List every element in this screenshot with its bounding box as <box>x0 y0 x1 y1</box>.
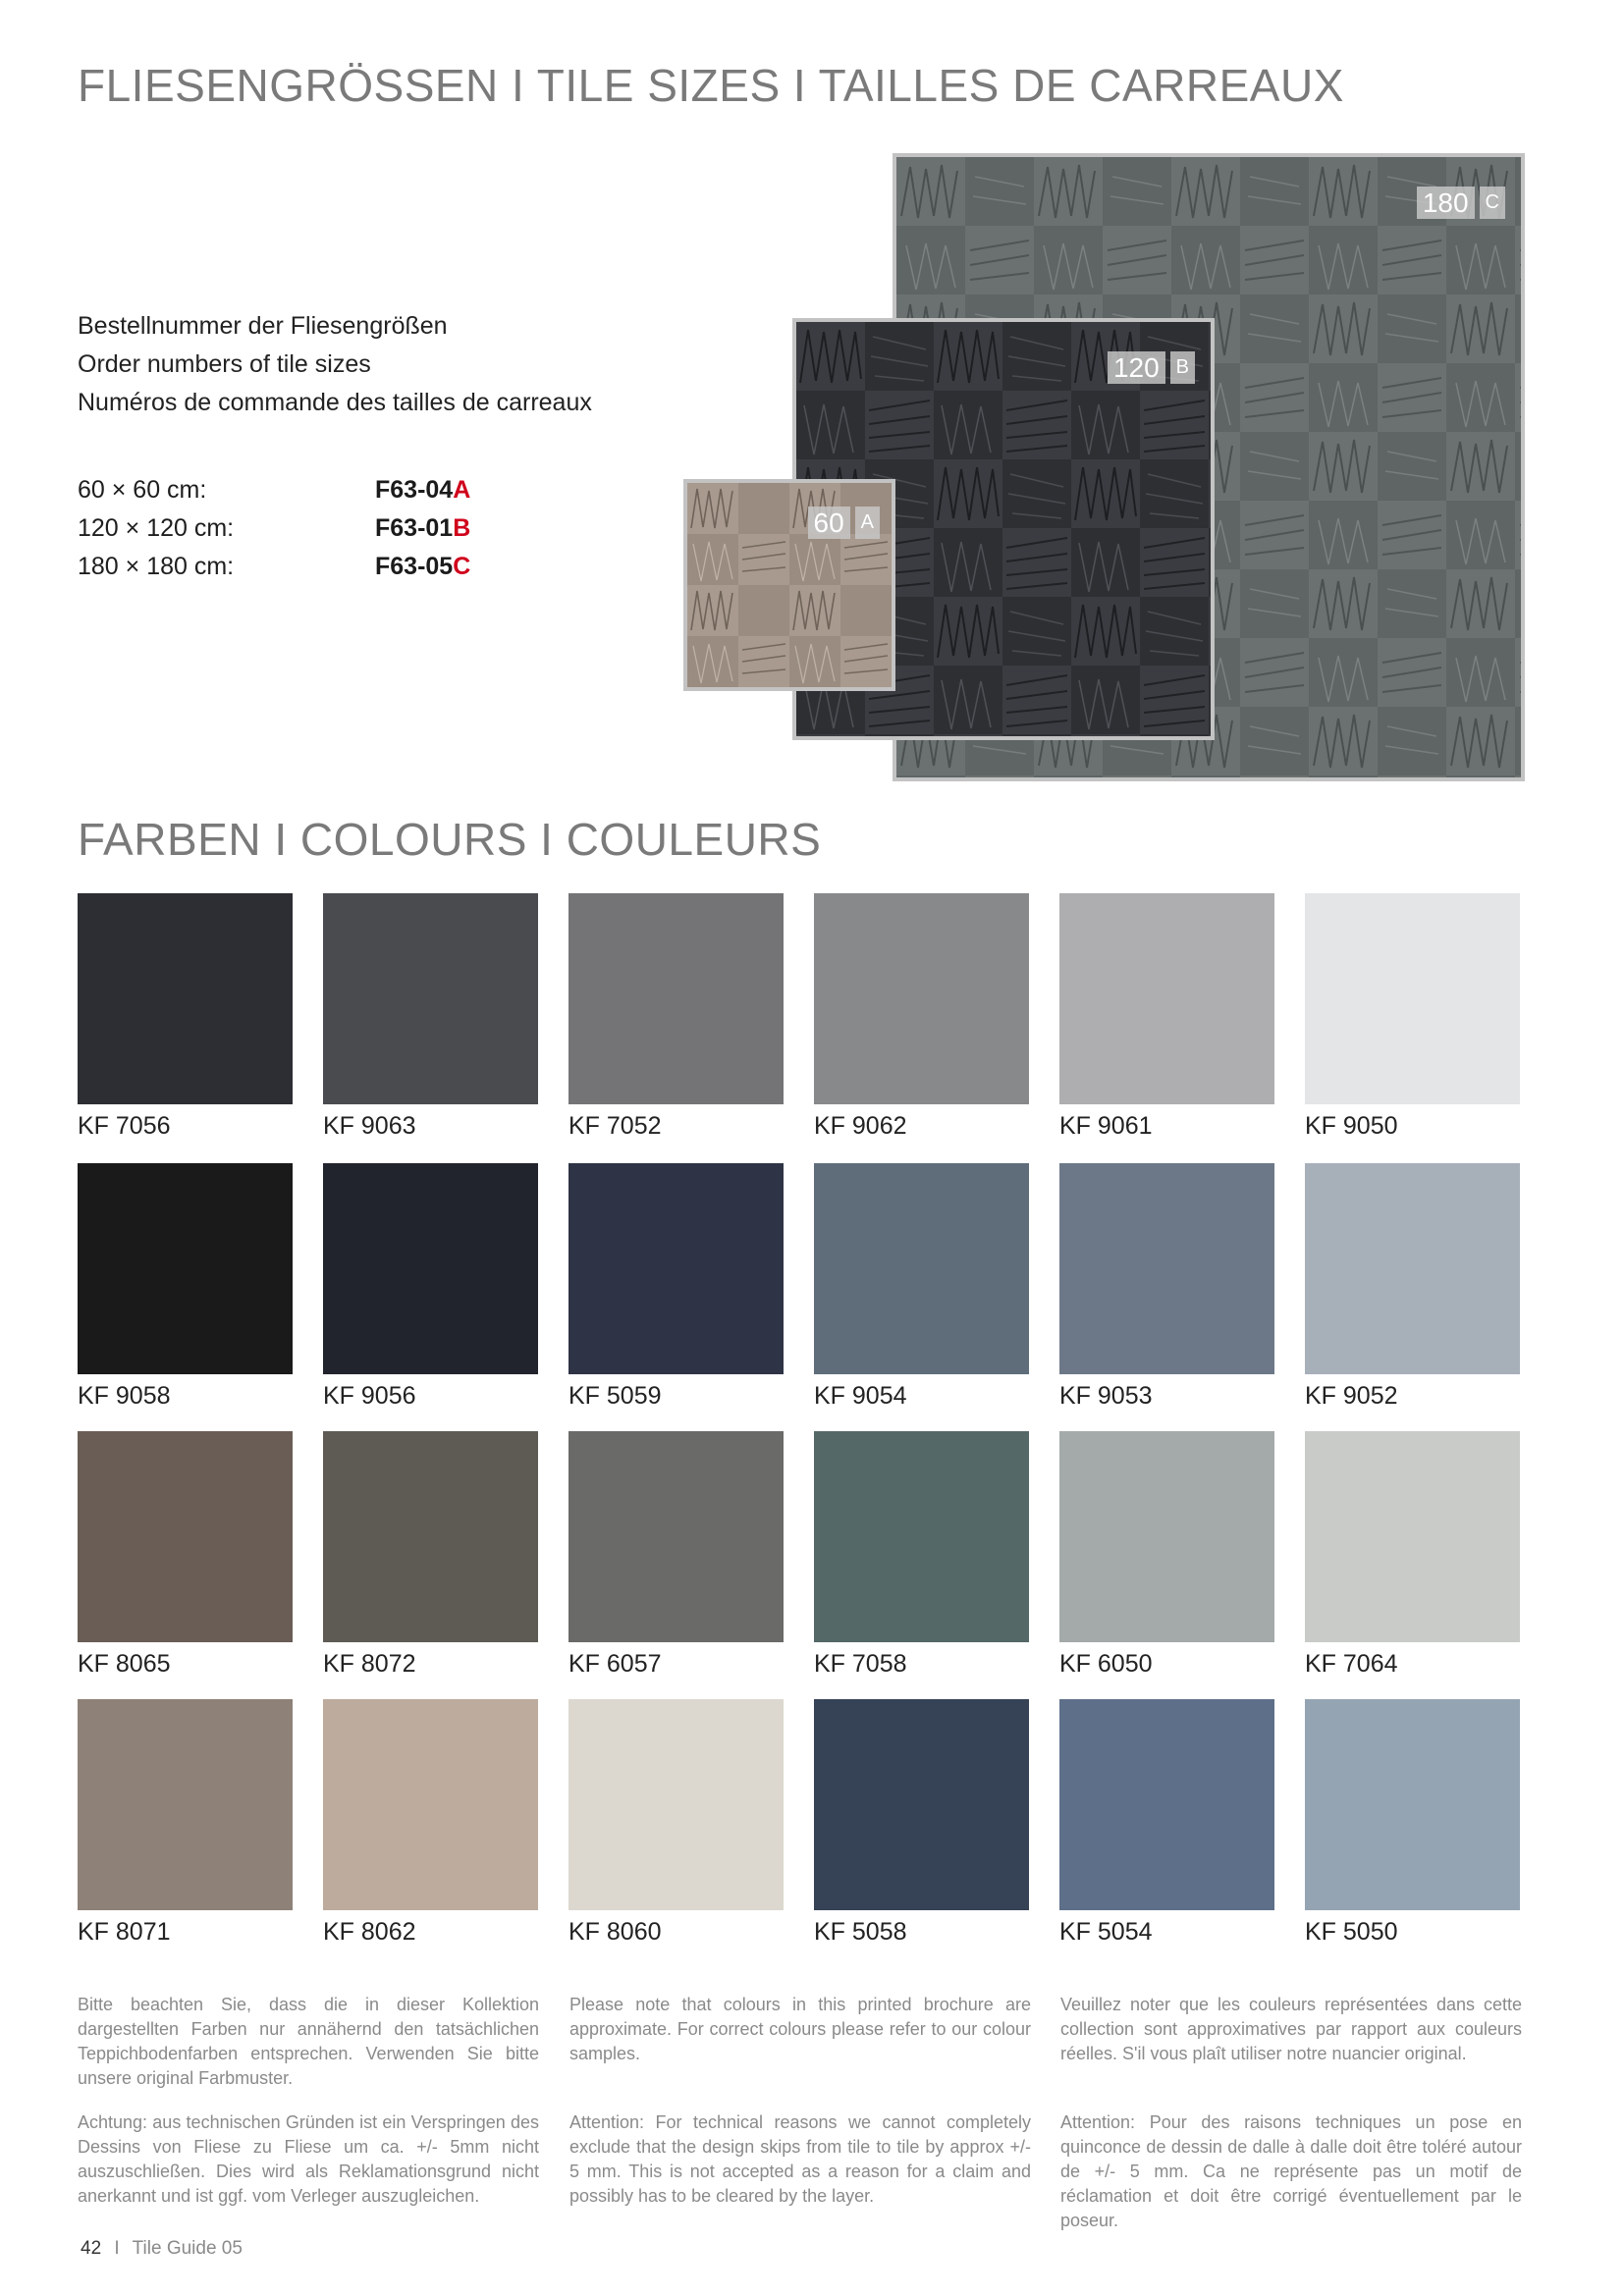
size-row-120 <box>78 514 471 543</box>
colour-code: KF 9062 <box>814 1112 907 1140</box>
tile-size-number: 60 <box>808 507 850 539</box>
tile-60-image <box>683 479 895 691</box>
page-number: 42 <box>81 2238 102 2259</box>
intro-fr: Numéros de commande des tailles de carreaux <box>78 389 592 416</box>
colour-swatch <box>78 893 293 1104</box>
colour-code: KF 9054 <box>814 1382 907 1410</box>
colour-swatch <box>323 1699 538 1910</box>
colour-code: KF 8062 <box>323 1918 416 1946</box>
footer-separator: I <box>114 2238 120 2259</box>
size-row-180 <box>78 553 471 581</box>
size-row-60 <box>78 476 471 505</box>
tile-size-number: 180 <box>1417 187 1475 219</box>
tile-60-badge <box>808 507 881 539</box>
colour-swatch <box>814 1699 1029 1910</box>
order-code: F63-01B <box>375 514 471 542</box>
page-footer <box>81 2238 243 2260</box>
size-label: 60 × 60 cm: <box>78 476 207 504</box>
note-fr-attention: Attention: Pour des raisons techniques un pose en quinconce de dessin de dalle à dalle doit être toléré autour de +/- 5 mm. Ca ne représente pas un motif de réclamation et doit être corrigé éventuellement par le poseur. <box>1060 2112 1522 2230</box>
order-code-suffix: A <box>453 476 471 504</box>
colour-swatch <box>568 1163 784 1374</box>
colours-heading: FARBEN I COLOURS I COULEURS <box>78 814 822 865</box>
tile-size-number: 120 <box>1108 351 1165 384</box>
colour-swatch <box>568 893 784 1104</box>
sizes-intro <box>78 307 592 422</box>
colour-swatch <box>1305 893 1520 1104</box>
colour-code: KF 8071 <box>78 1918 171 1946</box>
order-code: F63-05C <box>375 553 471 580</box>
colour-code: KF 9058 <box>78 1382 171 1410</box>
colour-swatch <box>1059 1163 1274 1374</box>
colour-swatch <box>1059 893 1274 1104</box>
tile-size-letter: A <box>855 507 880 539</box>
colour-swatch <box>814 1431 1029 1642</box>
colour-swatch <box>78 1431 293 1642</box>
colour-code: KF 5050 <box>1305 1918 1398 1946</box>
note-de-colours: Bitte beachten Sie, dass die in dieser Kollektion dargestellten Farben nur annähernd den tatsächlichen Teppichbodenfarben entsprechen. Verwenden Sie bitte unsere original Farbmuster. <box>78 1995 539 2088</box>
colour-code: KF 7052 <box>568 1112 662 1140</box>
note-en-colours: Please note that colours in this printed brochure are approximate. For correct colours please refer to our colour samples. <box>569 1995 1031 2063</box>
colour-swatch <box>1305 1431 1520 1642</box>
tile-120-badge <box>1108 351 1195 384</box>
colour-swatch <box>323 1431 538 1642</box>
colour-code: KF 7058 <box>814 1650 907 1678</box>
colour-code: KF 9056 <box>323 1382 416 1410</box>
tile-size-letter: C <box>1480 187 1505 219</box>
colour-swatch <box>568 1431 784 1642</box>
tile-180-badge <box>1417 187 1505 219</box>
colour-code: KF 7064 <box>1305 1650 1398 1678</box>
colour-code: KF 6050 <box>1059 1650 1153 1678</box>
colour-code: KF 9061 <box>1059 1112 1153 1140</box>
size-label: 180 × 180 cm: <box>78 553 235 580</box>
size-label: 120 × 120 cm: <box>78 514 235 542</box>
order-code-suffix: B <box>453 514 471 542</box>
note-en-attention: Attention: For technical reasons we cannot completely exclude that the design skips from tile to tile by approx +/- 5 mm. This is not accepted as a reason for a claim and possibly has to be cleared by the layer. <box>569 2112 1031 2206</box>
colour-code: KF 6057 <box>568 1650 662 1678</box>
note-de-attention: Achtung: aus technischen Gründen ist ein Verspringen des Dessins von Fliese zu Fliese um ca. +/- 5mm nicht auszuschließen. Dies wird als Reklamationsgrund nicht anerkannt und ist ggf. vom Verleger auszugleichen. <box>78 2112 539 2206</box>
note-fr-colours: Veuillez noter que les couleurs représentées dans cette collection sont approximatives par rapport aux couleurs réelles. S'il vous plaît utiliser notre nuancier original. <box>1060 1995 1522 2063</box>
colour-code: KF 9063 <box>323 1112 416 1140</box>
order-code-suffix: C <box>453 553 471 580</box>
colour-code: KF 8065 <box>78 1650 171 1678</box>
intro-en: Order numbers of tile sizes <box>78 350 371 378</box>
colour-code: KF 7056 <box>78 1112 171 1140</box>
order-code: F63-04A <box>375 476 471 504</box>
colour-code: KF 5054 <box>1059 1918 1153 1946</box>
colour-swatch <box>323 893 538 1104</box>
colour-code: KF 8060 <box>568 1918 662 1946</box>
colour-code: KF 9052 <box>1305 1382 1398 1410</box>
colour-code: KF 9050 <box>1305 1112 1398 1140</box>
colour-swatch <box>1059 1431 1274 1642</box>
colour-code: KF 5059 <box>568 1382 662 1410</box>
colour-swatch <box>78 1699 293 1910</box>
colour-swatch <box>1305 1699 1520 1910</box>
guide-title: Tile Guide 05 <box>132 2238 243 2259</box>
intro-de: Bestellnummer der Fliesengrößen <box>78 312 448 340</box>
colour-swatch <box>1059 1699 1274 1910</box>
tile-size-letter: B <box>1170 351 1195 384</box>
colour-swatch <box>814 893 1029 1104</box>
colour-swatch <box>814 1163 1029 1374</box>
colour-swatch <box>568 1699 784 1910</box>
colour-code: KF 5058 <box>814 1918 907 1946</box>
colour-code: KF 9053 <box>1059 1382 1153 1410</box>
colour-swatch <box>78 1163 293 1374</box>
colour-swatch <box>323 1163 538 1374</box>
colour-code: KF 8072 <box>323 1650 416 1678</box>
colour-swatch <box>1305 1163 1520 1374</box>
sizes-heading: FLIESENGRÖSSEN I TILE SIZES I TAILLES DE CARREAUX <box>78 60 1344 111</box>
